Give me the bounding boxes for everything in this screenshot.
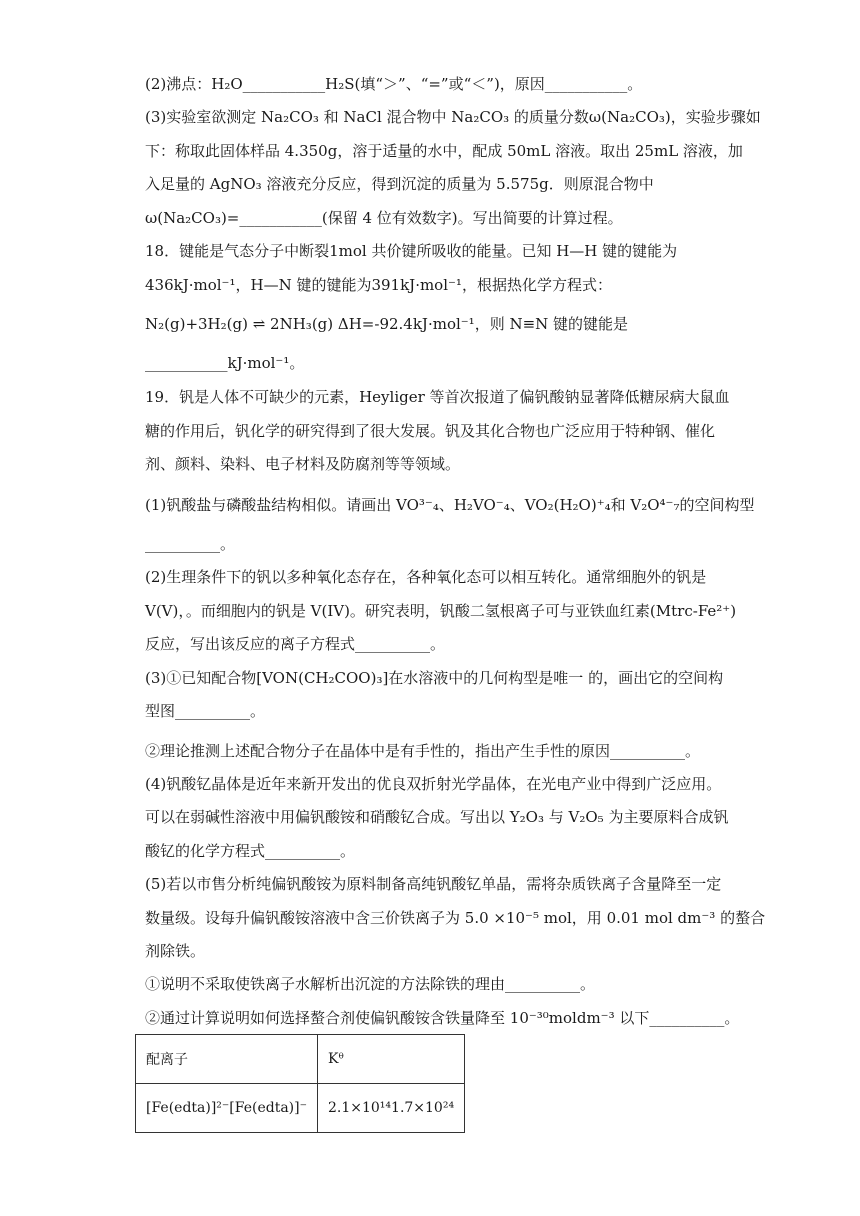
q19-part4-line1: (4)钒酸钇晶体是近年来新开发出的优良双折射光学晶体，在光电产业中得到广泛应用。: [145, 775, 722, 793]
q19-part5-line3: 剂除铁。: [145, 942, 206, 960]
q19-part5-sub2: ②通过计算说明如何选择螯合剂使偏钒酸铵含铁量降至 10⁻³⁰moldm⁻³ 以下__________。: [145, 1009, 740, 1027]
q19-part2-line2: V(V)，。而细胞内的钒是 V(IV)。研究表明，钒酸二氢根离子可与亚铁血红素(Mtrc-Fe²⁺): [145, 602, 737, 620]
q19-part1-line1: (1)钒酸盐与磷酸盐结构相似。请画出 VO³⁻₄、H₂VO⁻₄、VO₂(H₂O)⁺₄和 V₂O⁴⁻₇的空间构型: [145, 496, 755, 514]
table-cell: [Fe(edta)]²⁻[Fe(edta)]⁻: [136, 1084, 318, 1133]
q17-part3-line1: (3)实验室欲测定 Na₂CO₃ 和 NaCl 混合物中 Na₂CO₃ 的质量分数ω(Na₂CO₃)，实验步骤如: [145, 108, 761, 126]
q19-part3-line1: (3)①已知配合物[VON(CH₂COO)₃]在水溶液中的几何构型是唯一 的，画出它的空间构: [145, 669, 724, 687]
q19-intro-line3: 剂、颜料、染料、电子材料及防腐剂等等领域。: [145, 455, 461, 473]
q17-part2: (2)沸点：H₂O___________H₂S(填“＞”、“=”或“＜”)，原因___________。: [145, 75, 643, 93]
table-header-cell: 配离子: [136, 1035, 318, 1084]
q19-part5-line2: 数量级。设每升偏钒酸铵溶液中含三价铁离子为 5.0 ×10⁻⁵ mol，用 0.01 mol dm⁻³ 的螯合: [145, 909, 766, 927]
q19-part3-sub2: ②理论推测上述配合物分子在晶体中是有手性的，指出产生手性的原因__________。: [145, 742, 701, 760]
q19-part1-blank: __________。: [145, 535, 236, 553]
q18-line2: 436kJ·mol⁻¹，H—N 键的键能为391kJ·mol⁻¹，根据热化学方程式：: [145, 276, 612, 294]
q19-part4-line2: 可以在弱碱性溶液中用偏钒酸铵和硝酸钇合成。写出以 Y₂O₃ 与 V₂O₅ 为主要原料合成钒: [145, 808, 729, 826]
table-row: [136, 1084, 465, 1133]
q19-part3-line2: 型图__________。: [145, 702, 266, 720]
q18-answer-blank: ___________kJ·mol⁻¹。: [145, 354, 305, 372]
q19-part2-line3: 反应，写出该反应的离子方程式__________。: [145, 635, 446, 653]
q19-part4-line3: 酸钇的化学方程式__________。: [145, 842, 356, 860]
stability-constant-table: [135, 1034, 465, 1133]
q18-line1: 18．键能是气态分子中断裂1mol 共价键所吸收的能量。已知 H—H 键的键能为: [145, 242, 678, 260]
q19-part2-line1: (2)生理条件下的钒以多种氧化态存在，各种氧化态可以相互转化。通常细胞外的钒是: [145, 568, 707, 586]
q19-intro-line2: 糖的作用后，钒化学的研究得到了很大发展。钒及其化合物也广泛应用于特种钢、催化: [145, 422, 716, 440]
table-header-row: [136, 1035, 465, 1084]
q17-part3-line3: 入足量的 AgNO₃ 溶液充分反应，得到沉淀的质量为 5.575g．则原混合物中: [145, 175, 654, 193]
q17-part3-line2: 下：称取此固体样品 4.350g，溶于适量的水中，配成 50mL 溶液。取出 25mL 溶液，加: [145, 142, 743, 160]
q19-part5-line1: (5)若以市售分析纯偏钒酸铵为原料制备高纯钒酸钇单晶，需将杂质铁离子含量降至一定: [145, 875, 722, 893]
table-cell: 2.1×10¹⁴1.7×10²⁴: [318, 1084, 465, 1133]
q19-intro-line1: 19．钒是人体不可缺少的元素，Heyliger 等首次报道了偏钒酸钠显著降低糖尿病大鼠血: [145, 388, 730, 406]
q18-equation: N₂(g)+3H₂(g) ⇌ 2NH₃(g) ΔH=-92.4kJ·mol⁻¹，则 N≡N 键的键能是: [145, 315, 629, 333]
q17-part3-line4: ω(Na₂CO₃)=___________(保留 4 位有效数字)。写出简要的计算过程。: [145, 209, 623, 227]
q19-part5-sub1: ①说明不采取使铁离子水解析出沉淀的方法除铁的理由__________。: [145, 975, 596, 993]
table-header-cell: Kᶿ: [318, 1035, 465, 1084]
